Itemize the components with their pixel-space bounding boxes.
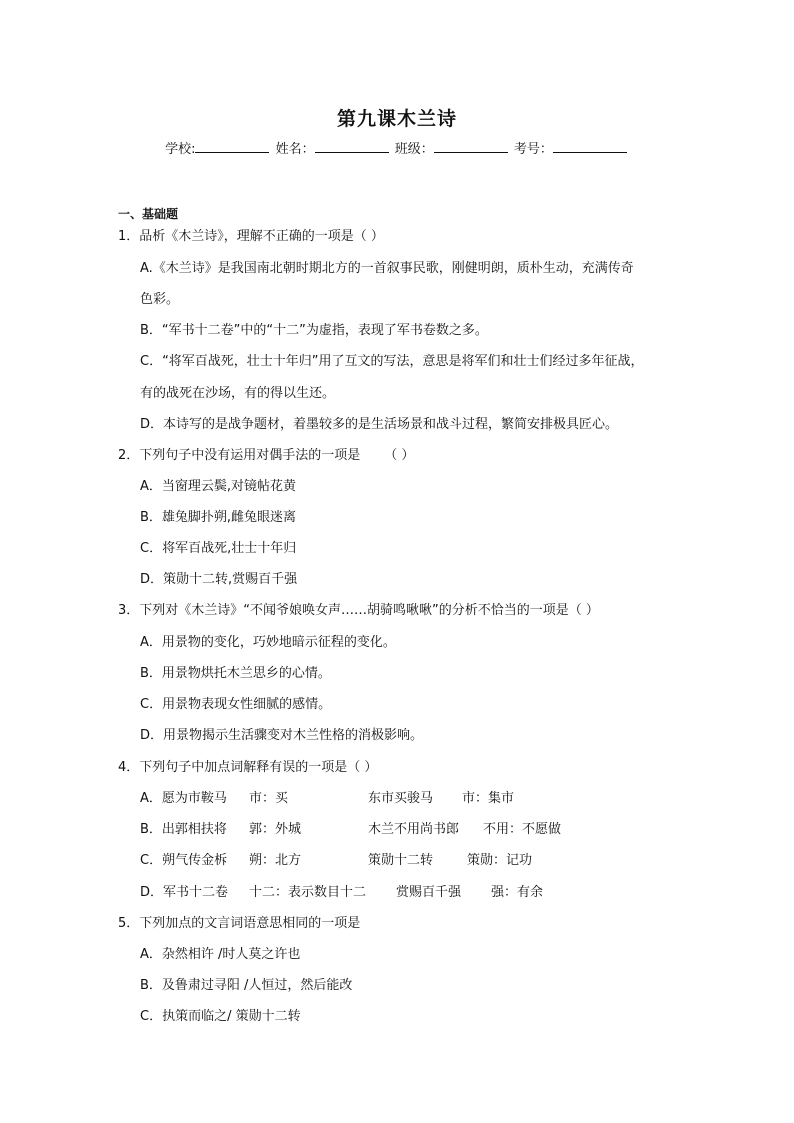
option-d-gloss-1: 十二：表示数目十二 <box>249 885 367 900</box>
question-3-option-d: D．用景物揭示生活骤变对木兰性格的消极影响。 <box>140 728 424 743</box>
question-2-option-d: D．策勋十二转,赏赐百千强 <box>140 572 298 587</box>
exam-no-label: 考号： <box>513 142 553 157</box>
question-5-option-b: B．及鲁肃过寻阳 /人恒过，然后能改 <box>140 978 353 993</box>
option-a-phrase-2: 东市买骏马 <box>368 791 434 806</box>
option-c-gloss-2: 策勋：记功 <box>467 853 533 868</box>
school-label: 学校: <box>165 142 196 157</box>
option-d-gloss-2: 强：有余 <box>491 885 544 900</box>
option-d-phrase-2: 赏赐百千强 <box>396 885 462 900</box>
option-c-gloss-1: 朔：北方 <box>249 853 302 868</box>
option-a-phrase-1: A．愿为市鞍马 <box>140 791 227 806</box>
section-heading: 一、基础题 <box>118 207 179 221</box>
school-blank[interactable] <box>195 140 269 153</box>
class-label: 班级： <box>394 142 434 157</box>
option-c-phrase-1: C．朔气传金柝 <box>140 853 228 868</box>
option-b-gloss-2: 不用：不愿做 <box>483 822 562 837</box>
question-1-option-a: A.《木兰诗》是我国南北朝时期北方的一首叙事民歌，刚健明朗，质朴生动，充满传奇 <box>140 261 634 276</box>
option-a-gloss-1: 市：买 <box>249 791 289 806</box>
class-blank[interactable] <box>434 140 508 153</box>
student-info-line <box>0 138 794 157</box>
option-b-phrase-1: B．出郭相扶将 <box>140 822 227 837</box>
question-1-option-c-cont: 有的战死在沙场，有的得以生还。 <box>140 386 336 401</box>
question-2-stem <box>118 448 414 464</box>
question-3-option-a: A．用景物的变化，巧妙地暗示征程的变化。 <box>140 635 396 650</box>
question-2-option-c: C．将军百战死,壮士十年归 <box>140 541 297 556</box>
question-5-stem: 5．下列加点的文言词语意思相同的一项是 <box>118 916 361 931</box>
name-label: 姓名： <box>275 142 315 157</box>
question-5-option-a: A．杂然相许 /时人莫之许也 <box>140 947 301 962</box>
option-c-phrase-2: 策勋十二转 <box>368 853 434 868</box>
option-b-gloss-1: 郭：外城 <box>249 822 302 837</box>
question-1-option-a-cont: 色彩。 <box>140 292 180 307</box>
option-a-gloss-2: 市：集市 <box>462 791 515 806</box>
page-title: 第九课木兰诗 <box>336 108 457 130</box>
question-2-paren: （ ） <box>384 448 415 463</box>
question-1-option-d: D．本诗写的是战争题材，着墨较多的是生活场景和战斗过程，繁简安排极具匠心。 <box>140 417 619 432</box>
question-2-option-b: B．雄兔脚扑朔,雌兔眼迷离 <box>140 510 297 525</box>
question-3-stem: 3．下列对《木兰诗》“不闻爷娘唤女声……胡骑鸣啾啾”的分析不恰当的一项是（ ） <box>118 603 599 618</box>
question-2-text: 2．下列句子中没有运用对偶手法的一项是 <box>118 448 361 463</box>
question-3-option-b: B．用景物烘托木兰思乡的心情。 <box>140 666 331 681</box>
name-blank[interactable] <box>315 140 389 153</box>
exam-no-blank[interactable] <box>553 140 627 153</box>
question-3-option-c: C．用景物表现女性细腻的感情。 <box>140 697 332 712</box>
question-2-option-a: A．当窗理云鬓,对镜帖花黄 <box>140 479 297 494</box>
question-5-option-c: C．执策而临之/ 策勋十二转 <box>140 1009 301 1024</box>
question-4-stem: 4．下列句子中加点词解释有误的一项是（ ） <box>118 760 378 775</box>
option-d-phrase-1: D．军书十二卷 <box>140 885 229 900</box>
question-1-option-c: C．“将军百战死，壮士十年归”用了互文的写法，意思是将军们和壮士们经过多年征战， <box>140 354 644 369</box>
question-1-option-b: B．“军书十二卷”中的“十二”为虚指，表现了军书卷数之多。 <box>140 323 488 338</box>
question-1-stem: 1．品析《木兰诗》，理解不正确的一项是（ ） <box>118 229 384 244</box>
option-b-phrase-2: 木兰不用尚书郎 <box>368 822 460 837</box>
